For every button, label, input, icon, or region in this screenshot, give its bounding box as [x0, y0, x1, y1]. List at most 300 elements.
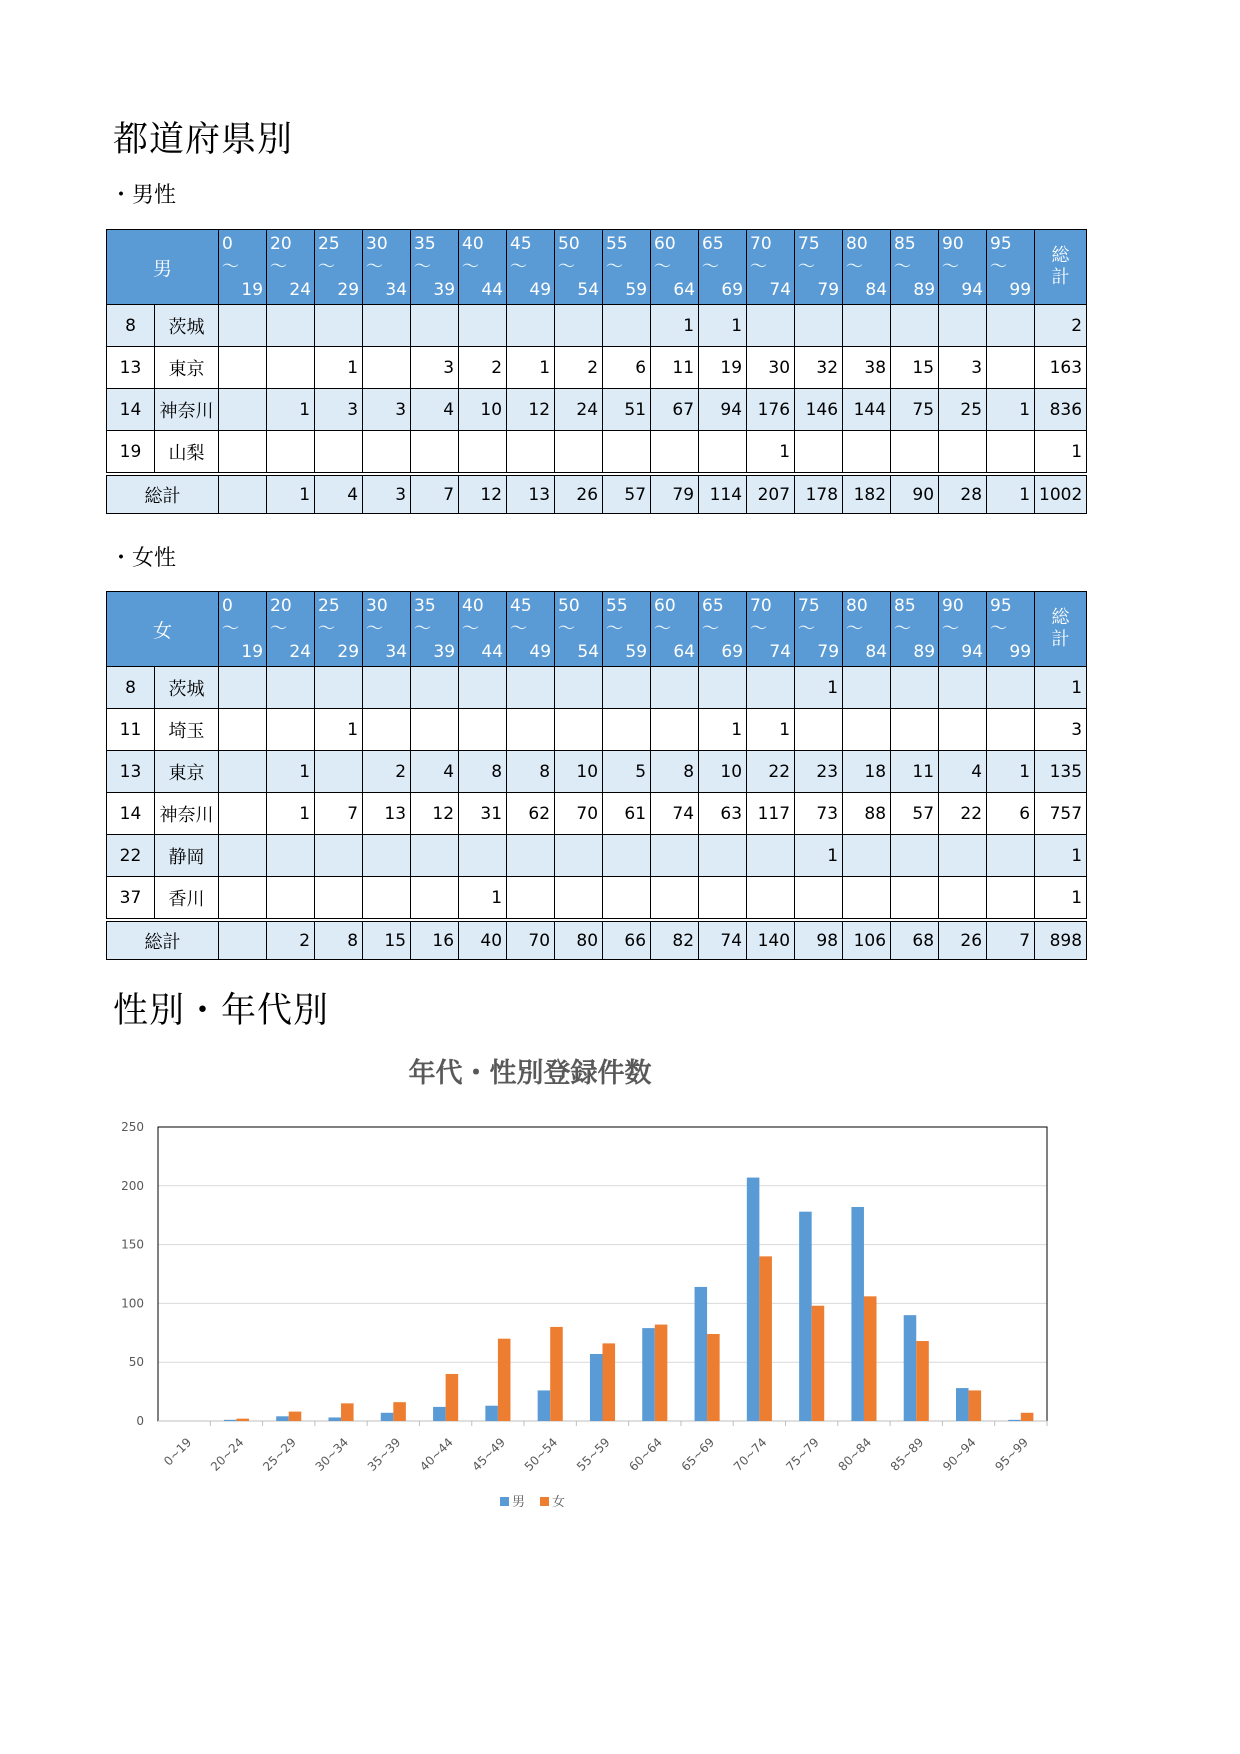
x-tick-label: 80~84 [835, 1435, 875, 1474]
x-tick-label: 95~99 [992, 1435, 1031, 1474]
count-cell [363, 835, 411, 877]
bar-male [695, 1287, 708, 1421]
count-cell [987, 667, 1035, 709]
table-row [107, 793, 1087, 835]
total-cell: 74 [699, 920, 747, 960]
age-header [747, 230, 795, 305]
total-cell: 82 [651, 920, 699, 960]
count-cell [795, 709, 843, 751]
pref-code: 19 [107, 431, 155, 475]
tilde: ～ [318, 618, 336, 639]
count-cell: 31 [459, 793, 507, 835]
count-cell: 1 [747, 431, 795, 475]
age-high: 39 [433, 641, 456, 662]
count-cell [987, 431, 1035, 475]
bar-male [747, 1178, 760, 1421]
count-cell [795, 305, 843, 347]
age-low: 30 [366, 233, 388, 254]
tilde: ～ [894, 256, 912, 277]
table-row [107, 751, 1087, 793]
age-header [459, 230, 507, 305]
bar-male [799, 1212, 812, 1421]
age-low: 60 [654, 233, 676, 254]
count-cell [219, 709, 267, 751]
x-tick-label: 35~39 [364, 1435, 404, 1474]
total-cell: 28 [939, 474, 987, 514]
total-row [107, 474, 1087, 514]
count-cell [795, 877, 843, 921]
x-tick-label: 55~59 [574, 1435, 613, 1474]
count-cell [363, 431, 411, 475]
count-cell [363, 877, 411, 921]
count-cell [411, 835, 459, 877]
row-total: 2 [1035, 305, 1087, 347]
age-header [219, 592, 267, 667]
count-cell [219, 347, 267, 389]
age-low: 25 [318, 233, 340, 254]
bar-female [236, 1419, 249, 1421]
count-cell: 19 [699, 347, 747, 389]
count-cell [843, 709, 891, 751]
age-high: 49 [529, 279, 552, 300]
age-high: 29 [337, 279, 360, 300]
female-prefecture-table [106, 591, 1087, 960]
grand-total: 898 [1035, 920, 1087, 960]
pref-code: 22 [107, 835, 155, 877]
row-total: 1 [1035, 667, 1087, 709]
table-row [107, 389, 1087, 431]
age-header [891, 592, 939, 667]
count-cell: 1 [747, 709, 795, 751]
count-cell: 7 [315, 793, 363, 835]
total-cell: 140 [747, 920, 795, 960]
pref-name: 茨城 [155, 667, 219, 709]
heading-male: ・男性 [110, 183, 177, 208]
total-cell: 2 [267, 920, 315, 960]
total-cell: 13 [507, 474, 555, 514]
total-cell: 12 [459, 474, 507, 514]
age-high: 69 [721, 279, 744, 300]
count-cell [459, 835, 507, 877]
bar-female [1021, 1413, 1034, 1421]
x-tick-label: 0~19 [161, 1435, 195, 1469]
legend-swatch-female [540, 1497, 549, 1506]
count-cell: 1 [315, 347, 363, 389]
count-cell: 1 [267, 389, 315, 431]
count-cell: 176 [747, 389, 795, 431]
age-high: 94 [961, 641, 984, 662]
count-cell [411, 709, 459, 751]
tilde: ～ [798, 256, 816, 277]
age-header [843, 230, 891, 305]
bar-female [916, 1341, 929, 1421]
total-cell: 70 [507, 920, 555, 960]
count-cell [219, 835, 267, 877]
age-high: 94 [961, 279, 984, 300]
row-total: 3 [1035, 709, 1087, 751]
tilde: ～ [510, 256, 528, 277]
count-cell: 51 [603, 389, 651, 431]
total-cell: 26 [939, 920, 987, 960]
y-tick-label: 150 [121, 1237, 144, 1252]
count-cell: 57 [891, 793, 939, 835]
age-header [939, 230, 987, 305]
count-cell [267, 305, 315, 347]
age-low: 80 [846, 233, 868, 254]
bar-female [655, 1325, 668, 1421]
count-cell: 1 [507, 347, 555, 389]
tilde: ～ [414, 618, 432, 639]
count-cell: 61 [603, 793, 651, 835]
sex-header: 男 [107, 230, 219, 305]
count-cell [411, 431, 459, 475]
pref-name: 埼玉 [155, 709, 219, 751]
count-cell [939, 835, 987, 877]
age-header [651, 592, 699, 667]
age-low: 25 [318, 595, 340, 616]
count-cell [603, 835, 651, 877]
tilde: ～ [654, 256, 672, 277]
bar-male [1008, 1420, 1021, 1421]
total-cell: 57 [603, 474, 651, 514]
pref-code: 8 [107, 305, 155, 347]
count-cell: 70 [555, 793, 603, 835]
count-cell [267, 709, 315, 751]
count-cell [219, 877, 267, 921]
count-cell [555, 305, 603, 347]
count-cell: 75 [891, 389, 939, 431]
tilde: ～ [606, 618, 624, 639]
count-cell [315, 877, 363, 921]
count-cell: 38 [843, 347, 891, 389]
count-cell [507, 431, 555, 475]
age-high: 34 [385, 279, 408, 300]
pref-name: 山梨 [155, 431, 219, 475]
count-cell: 10 [459, 389, 507, 431]
age-high: 59 [625, 641, 648, 662]
pref-code: 8 [107, 667, 155, 709]
count-cell [795, 431, 843, 475]
count-cell [219, 793, 267, 835]
pref-code: 13 [107, 347, 155, 389]
bar-male [381, 1413, 394, 1421]
age-header [411, 592, 459, 667]
total-cell: 106 [843, 920, 891, 960]
age-high: 74 [769, 279, 792, 300]
count-cell: 88 [843, 793, 891, 835]
age-low: 30 [366, 595, 388, 616]
count-cell: 30 [747, 347, 795, 389]
count-cell: 15 [891, 347, 939, 389]
count-cell [699, 835, 747, 877]
pref-name: 香川 [155, 877, 219, 921]
age-header [699, 592, 747, 667]
bar-male [590, 1354, 603, 1421]
age-high: 54 [577, 279, 600, 300]
x-tick-label: 20~24 [207, 1435, 247, 1474]
y-tick-label: 0 [136, 1414, 144, 1428]
age-low: 75 [798, 595, 820, 616]
pref-code: 13 [107, 751, 155, 793]
count-cell: 22 [747, 751, 795, 793]
count-cell [843, 305, 891, 347]
age-header [891, 230, 939, 305]
bar-male [433, 1407, 446, 1421]
x-tick-label: 40~44 [417, 1435, 456, 1474]
count-cell: 2 [363, 751, 411, 793]
row-total: 163 [1035, 347, 1087, 389]
count-cell: 4 [411, 389, 459, 431]
age-low: 40 [462, 233, 484, 254]
count-cell [987, 877, 1035, 921]
age-low: 60 [654, 595, 676, 616]
count-cell: 32 [795, 347, 843, 389]
count-cell [651, 835, 699, 877]
row-total: 836 [1035, 389, 1087, 431]
total-cell: 178 [795, 474, 843, 514]
age-header [987, 230, 1035, 305]
age-low: 0 [222, 595, 233, 616]
bar-female [550, 1327, 563, 1421]
x-tick-label: 50~54 [521, 1435, 561, 1474]
count-cell [507, 667, 555, 709]
count-cell: 11 [651, 347, 699, 389]
y-tick-label: 250 [121, 1120, 144, 1134]
age-high: 69 [721, 641, 744, 662]
count-cell [315, 751, 363, 793]
count-cell [411, 305, 459, 347]
count-cell: 25 [939, 389, 987, 431]
tilde: ～ [942, 256, 960, 277]
count-cell [219, 431, 267, 475]
age-header [267, 592, 315, 667]
age-high: 44 [481, 279, 504, 300]
count-cell [315, 835, 363, 877]
table-row [107, 347, 1087, 389]
age-low: 90 [942, 233, 964, 254]
count-cell [555, 431, 603, 475]
count-cell: 10 [555, 751, 603, 793]
age-high: 99 [1009, 279, 1032, 300]
count-cell: 1 [315, 709, 363, 751]
total-cell: 4 [315, 474, 363, 514]
total-cell: 15 [363, 920, 411, 960]
age-low: 75 [798, 233, 820, 254]
x-tick-label: 65~69 [678, 1435, 718, 1474]
count-cell [747, 835, 795, 877]
count-cell: 74 [651, 793, 699, 835]
count-cell: 1 [987, 751, 1035, 793]
tilde: ～ [750, 256, 768, 277]
count-cell: 11 [891, 751, 939, 793]
tilde: ～ [222, 618, 240, 639]
bar-male [851, 1207, 864, 1421]
tilde: ～ [462, 256, 480, 277]
total-cell [219, 920, 267, 960]
tilde: ～ [510, 618, 528, 639]
count-cell: 63 [699, 793, 747, 835]
bar-female [393, 1402, 406, 1421]
count-cell [603, 431, 651, 475]
header-row [107, 592, 1087, 667]
total-cell: 7 [411, 474, 459, 514]
total-cell: 8 [315, 920, 363, 960]
age-high: 49 [529, 641, 552, 662]
bar-male [956, 1388, 969, 1421]
age-low: 40 [462, 595, 484, 616]
count-cell [507, 305, 555, 347]
y-tick-label: 100 [121, 1296, 144, 1311]
bar-male [904, 1315, 917, 1421]
age-header [843, 592, 891, 667]
count-cell [315, 305, 363, 347]
bar-female [864, 1296, 877, 1421]
count-cell: 144 [843, 389, 891, 431]
count-cell [555, 835, 603, 877]
age-header [603, 230, 651, 305]
count-cell [747, 877, 795, 921]
legend-swatch-male [500, 1497, 509, 1506]
tilde: ～ [654, 618, 672, 639]
table-row [107, 709, 1087, 751]
x-tick-label: 75~79 [783, 1435, 822, 1474]
count-cell [651, 709, 699, 751]
age-header [555, 592, 603, 667]
total-header: 総 計 [1035, 230, 1087, 305]
count-cell [459, 709, 507, 751]
bar-male [485, 1406, 498, 1421]
tilde: ～ [558, 256, 576, 277]
tilde: ～ [942, 618, 960, 639]
pref-code: 14 [107, 793, 155, 835]
age-high: 99 [1009, 641, 1032, 662]
bar-male [276, 1416, 289, 1421]
age-header [795, 592, 843, 667]
count-cell: 5 [603, 751, 651, 793]
bar-female [289, 1412, 302, 1421]
age-high: 19 [241, 641, 264, 662]
age-low: 80 [846, 595, 868, 616]
age-low: 55 [606, 233, 628, 254]
age-low: 55 [606, 595, 628, 616]
count-cell [267, 431, 315, 475]
x-tick-label: 25~29 [260, 1435, 299, 1474]
pref-name: 東京 [155, 347, 219, 389]
tilde: ～ [990, 256, 1008, 277]
age-low: 65 [702, 233, 724, 254]
count-cell [219, 389, 267, 431]
count-cell [891, 877, 939, 921]
age-header [315, 592, 363, 667]
tilde: ～ [990, 618, 1008, 639]
count-cell [987, 305, 1035, 347]
x-tick-label: 85~89 [887, 1435, 927, 1474]
count-cell [459, 305, 507, 347]
total-cell: 26 [555, 474, 603, 514]
legend-label-female: 女 [552, 1495, 566, 1510]
count-cell [267, 835, 315, 877]
count-cell [363, 305, 411, 347]
count-cell: 10 [699, 751, 747, 793]
table-row [107, 667, 1087, 709]
count-cell [315, 667, 363, 709]
count-cell: 3 [411, 347, 459, 389]
count-cell [747, 305, 795, 347]
row-total: 757 [1035, 793, 1087, 835]
count-cell [219, 751, 267, 793]
age-header [987, 592, 1035, 667]
count-cell: 67 [651, 389, 699, 431]
count-cell [987, 709, 1035, 751]
count-cell [555, 877, 603, 921]
age-high: 89 [913, 641, 936, 662]
count-cell [843, 877, 891, 921]
count-cell: 4 [939, 751, 987, 793]
y-tick-label: 200 [121, 1178, 144, 1193]
age-high: 64 [673, 641, 696, 662]
x-tick-label: 45~49 [469, 1435, 509, 1474]
count-cell [843, 835, 891, 877]
count-cell: 18 [843, 751, 891, 793]
age-header [507, 592, 555, 667]
table-row [107, 835, 1087, 877]
age-low: 45 [510, 233, 532, 254]
tilde: ～ [798, 618, 816, 639]
count-cell [747, 667, 795, 709]
count-cell: 6 [987, 793, 1035, 835]
total-label: 総計 [107, 474, 219, 514]
count-cell [315, 431, 363, 475]
count-cell: 1 [795, 835, 843, 877]
count-cell: 24 [555, 389, 603, 431]
age-header [603, 592, 651, 667]
count-cell [411, 877, 459, 921]
count-cell: 94 [699, 389, 747, 431]
tilde: ～ [462, 618, 480, 639]
header-row [107, 230, 1087, 305]
count-cell: 1 [267, 751, 315, 793]
pref-code: 14 [107, 389, 155, 431]
bar-male [328, 1417, 341, 1421]
bar-female [759, 1256, 772, 1421]
age-high: 64 [673, 279, 696, 300]
count-cell: 2 [459, 347, 507, 389]
count-cell: 8 [459, 751, 507, 793]
age-header [747, 592, 795, 667]
age-high: 44 [481, 641, 504, 662]
count-cell: 2 [555, 347, 603, 389]
chart-canvas [100, 1045, 1100, 1645]
age-header [219, 230, 267, 305]
row-total: 1 [1035, 431, 1087, 475]
age-high: 79 [817, 279, 840, 300]
age-header [939, 592, 987, 667]
tilde: ～ [318, 256, 336, 277]
tilde: ～ [222, 256, 240, 277]
count-cell: 8 [507, 751, 555, 793]
total-cell: 16 [411, 920, 459, 960]
total-cell [219, 474, 267, 514]
age-high: 74 [769, 641, 792, 662]
age-low: 95 [990, 595, 1012, 616]
pref-code: 11 [107, 709, 155, 751]
age-high: 79 [817, 641, 840, 662]
total-cell: 7 [987, 920, 1035, 960]
count-cell [507, 835, 555, 877]
pref-name: 東京 [155, 751, 219, 793]
count-cell [699, 877, 747, 921]
total-cell: 68 [891, 920, 939, 960]
